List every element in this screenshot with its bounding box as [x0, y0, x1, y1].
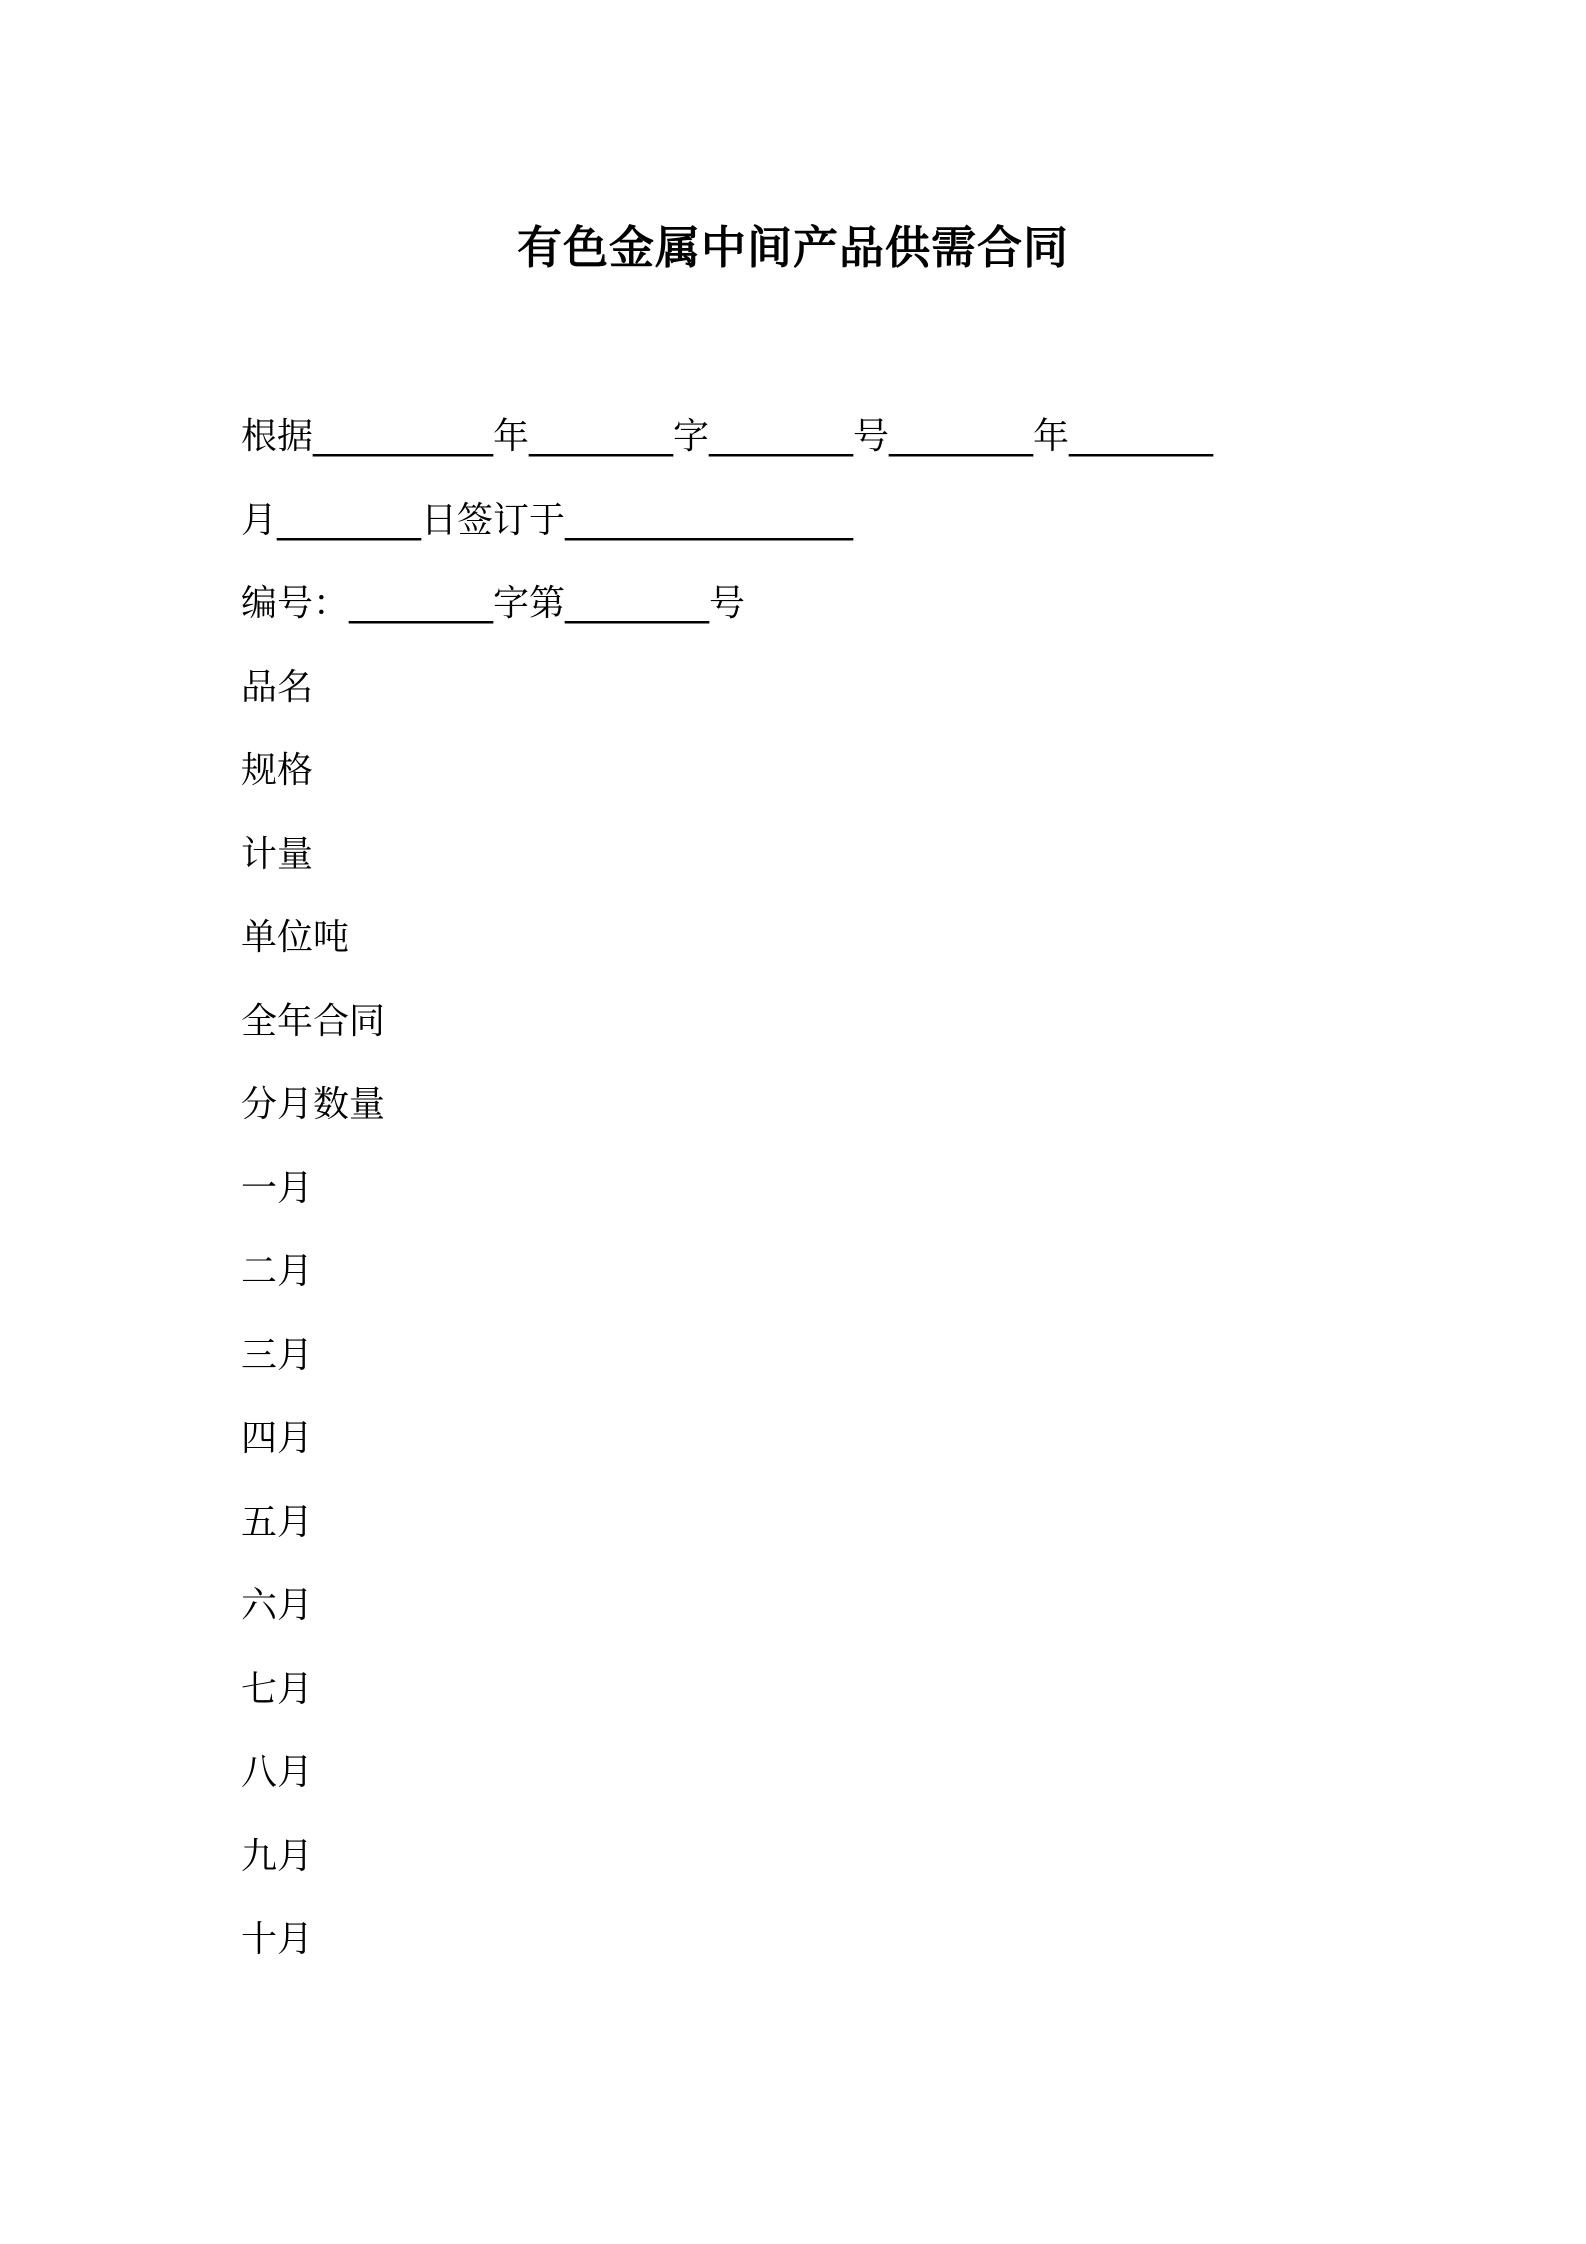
document-title: 有色金属中间产品供需合同: [516, 221, 1069, 274]
month-may-label: 五月: [241, 1501, 314, 1543]
month-march-label: 三月: [241, 1334, 314, 1376]
product-name-label: 品名: [241, 666, 314, 708]
signing-place-line: 月________日签订于________________: [241, 499, 854, 541]
monthly-quantity-label: 分月数量: [241, 1084, 386, 1125]
month-september-label: 九月: [241, 1835, 314, 1877]
month-april-label: 四月: [241, 1418, 314, 1459]
month-july-label: 七月: [241, 1668, 314, 1710]
specification-label: 规格: [241, 750, 314, 791]
basis-line: 根据__________年________字________号________年________: [241, 416, 1213, 457]
annual-contract-label: 全年合同: [241, 1000, 386, 1042]
unit-label: 单位吨: [241, 917, 350, 958]
contract-number-line: 编号：________字第________号: [241, 583, 746, 624]
month-october-label: 十月: [241, 1919, 314, 1960]
document-body: [241, 407, 1391, 1994]
month-february-label: 二月: [241, 1251, 314, 1292]
month-january-label: 一月: [241, 1167, 314, 1209]
measurement-label: 计量: [241, 833, 314, 875]
month-august-label: 八月: [241, 1752, 314, 1793]
month-june-label: 六月: [241, 1585, 314, 1626]
